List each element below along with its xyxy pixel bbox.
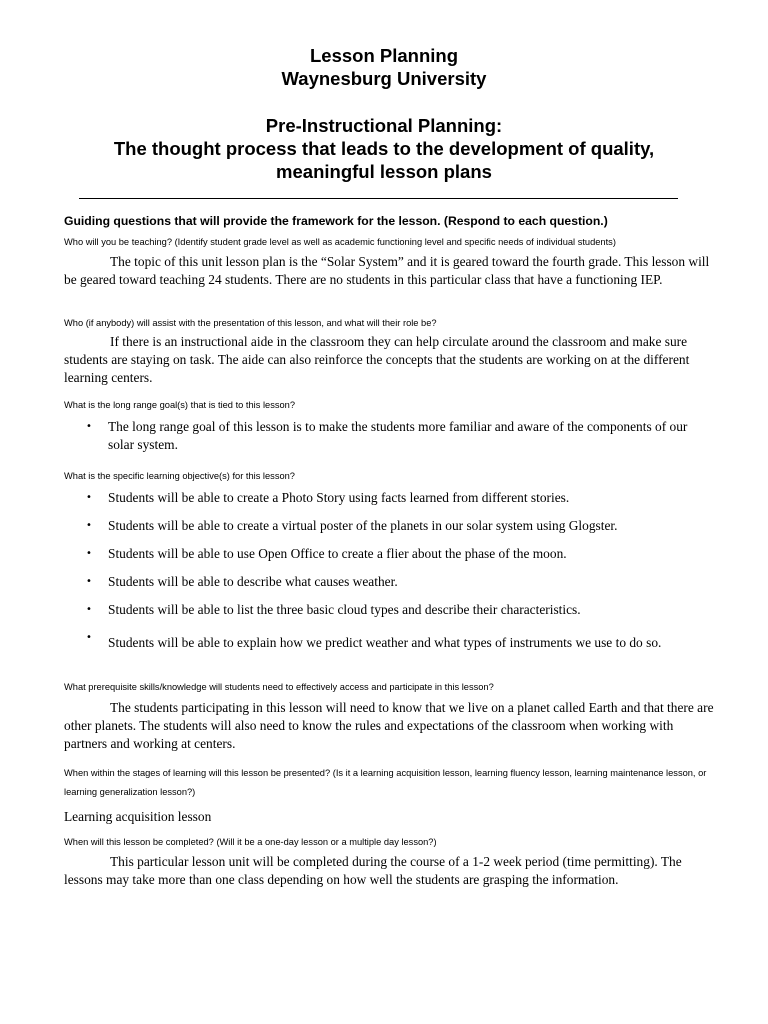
section-long-range-goal (64, 399, 714, 454)
question-learning-objectives: What is the specific learning objective(s) for this lesson? (64, 471, 295, 481)
section-who-teaching (64, 236, 714, 289)
bullet-icon: • (86, 548, 92, 559)
question-who-assist: Who (if anybody) will assist with the presentation of this lesson, and what will their role be? (64, 318, 437, 328)
long-range-goal-list (64, 418, 714, 454)
section-completion (64, 836, 714, 889)
bullet-icon: • (86, 520, 92, 531)
learning-objectives-list (64, 489, 714, 656)
subtitle-thought-process: The thought process that leads to the development of quality, (113, 138, 655, 159)
list-item: • The long range goal of this lesson is to make the students more familiar and aware of the components of our solar system. (86, 419, 688, 452)
list-item: • Students will be able to use Open Office to create a flier about the phase of the moon. (86, 546, 567, 561)
bullet-icon: • (86, 492, 92, 503)
guiding-questions-heading: Guiding questions that will provide the framework for the lesson. (Respond to each question.) (64, 214, 608, 228)
bullet-icon: • (86, 604, 92, 615)
list-item: • Students will be able to list the three basic cloud types and describe their characteristics. (86, 602, 581, 617)
title-lesson-planning: Lesson Planning (309, 45, 459, 66)
answer-completion: This particular lesson unit will be completed during the course of a 1-2 week period (time permitting). The lessons may take more than one class depending on how well the students are grasping the information. (64, 854, 682, 887)
question-long-range-goal: What is the long range goal(s) that is tied to this lesson? (64, 400, 295, 410)
question-stages-of-learning: When within the stages of learning will this lesson be presented? (Is it a learning acquisition lesson, learning fluency lesson, learning maintenance lesson, or learning generalization lesson?) (64, 768, 707, 797)
section-prerequisite (64, 681, 714, 753)
bullet-icon: • (86, 632, 92, 643)
document-title-block (60, 44, 708, 183)
answer-stages-of-learning: Learning acquisition lesson (64, 809, 212, 824)
section-learning-objectives (64, 470, 714, 656)
list-item: • Students will be able to create a virtual poster of the planets in our solar system using Glogster. (86, 518, 618, 533)
list-item: • Students will be able to explain how we predict weather and what types of instruments we use to do so. (64, 629, 714, 656)
question-completion: When will this lesson be completed? (Will it be a one-day lesson or a multiple day lesson?) (64, 837, 437, 847)
list-item: • Students will be able to describe what causes weather. (86, 574, 398, 589)
bullet-icon: • (86, 421, 92, 432)
answer-who-teaching: The topic of this unit lesson plan is the “Solar System” and it is geared toward the fourth grade. This lesson will be geared toward teaching 24 students. There are no students in this particular class that have a functioning IEP. (64, 254, 710, 287)
answer-who-assist: If there is an instructional aide in the classroom they can help circulate around the classroom and make sure students are staying on task. The aide can also reinforce the concepts that the students are working on at the different learning centers. (64, 334, 690, 385)
section-who-assist (64, 317, 714, 387)
question-prerequisite: What prerequisite skills/knowledge will students need to effectively access and participate in this lesson? (64, 682, 494, 692)
list-item: • Students will be able to create a Photo Story using facts learned from different stories. (86, 490, 570, 505)
title-university: Waynesburg University (281, 68, 487, 89)
subtitle-pre-instructional: Pre-Instructional Planning: (265, 115, 503, 136)
section-stages-of-learning (64, 764, 714, 826)
horizontal-rule (79, 198, 678, 199)
bullet-icon: • (86, 576, 92, 587)
guiding-questions-heading-section (64, 214, 714, 229)
subtitle-meaningful: meaningful lesson plans (276, 161, 492, 182)
question-who-teaching: Who will you be teaching? (Identify student grade level as well as academic functioning level and specific needs of individual students) (64, 237, 616, 247)
answer-prerequisite: The students participating in this lesson will need to know that we live on a planet called Earth and that there are other planets. The students will also need to know the rules and expectations of the classroom when working with partners and working at centers. (64, 700, 714, 751)
